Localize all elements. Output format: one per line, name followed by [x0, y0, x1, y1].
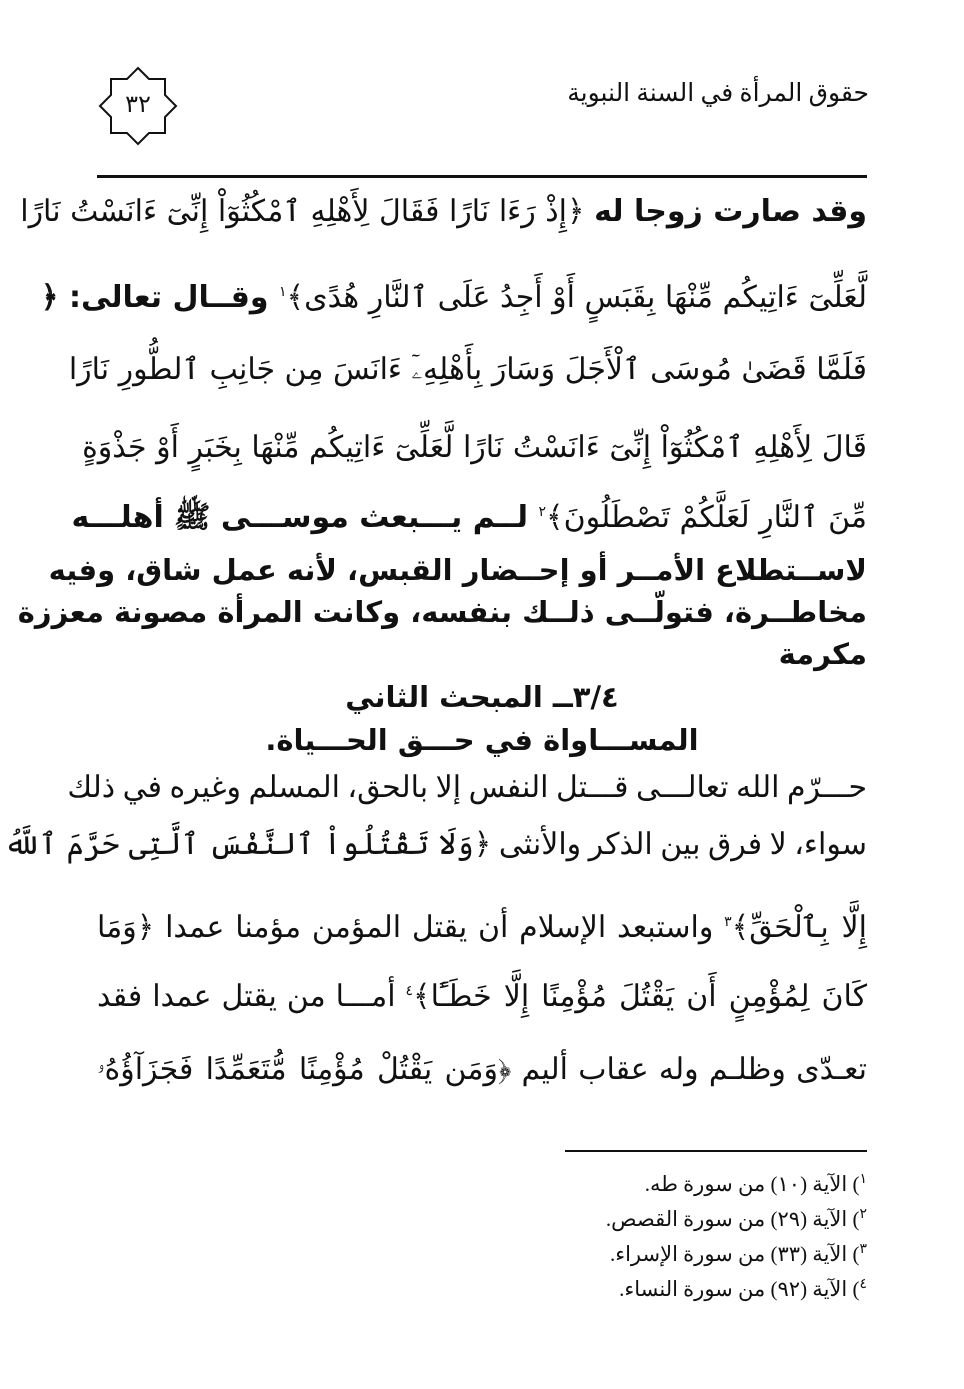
prose-text: لــم يـــبعث موســـى ﷺ أهلـــه	[71, 500, 539, 535]
footnote-number: ٤	[859, 1277, 867, 1292]
prose-text: وقــال تعالى: ﴿	[40, 280, 280, 315]
text-line-5	[71, 482, 867, 542]
footnote	[300, 1268, 867, 1302]
footnote-text: ) الآية (٣٣) من سورة الإسراء.	[609, 1242, 860, 1266]
footnote-ref: ٤	[405, 984, 414, 999]
quran-verse: ﴿إِذْ رَءَا نَارًا فَقَالَ لِأَهْلِهِ ٱمْكُثُوٓاْ إِنِّىٓ ءَانَسْتُ نَارًا	[20, 194, 585, 229]
section-number-heading: ٣/٤ــ المبحث الثاني	[345, 680, 619, 714]
paragraph-line-4	[97, 962, 867, 1022]
footnote-ref: ١	[279, 284, 287, 300]
prose-text: أمـــا من يقتل عمدا فقد	[97, 980, 406, 1013]
prose-text: تعـدّى وظلـم وله عقاب أليم	[511, 1053, 867, 1086]
footnote	[300, 1163, 867, 1197]
header-divider	[97, 175, 867, 178]
paragraph-line-1: حـــرّم الله تعالـــى قـــتل النفس إلا بالحق، المسلم وغيره في ذلك	[67, 771, 867, 804]
text-line-8: مكرمة	[778, 637, 867, 671]
text-line-7: مخاطــرة، فتولّــى ذلــك بنفسه، وكانت المرأة مصونة معززة	[17, 595, 867, 629]
footnote	[300, 1198, 867, 1232]
quran-verse-line-3: فَلَمَّا قَضَىٰ مُوسَى ٱلْأَجَلَ وَسَارَ بِأَهْلِهِۦٓ ءَانَسَ مِن جَانِبِ ٱلطُّورِ نَارًا	[68, 352, 867, 387]
quran-verse: ﴿وَمَن يَقْتُلْ مُؤْمِنًا مُّتَعَمِّدًا فَجَزَآؤُهُۥ	[97, 1052, 512, 1087]
footnote-text: ) الآية (٩٢) من سورة النساء.	[619, 1277, 860, 1301]
page-number: ٣٢	[125, 92, 151, 118]
paragraph-line-5	[97, 1040, 867, 1100]
footnote-text: ) الآية (١٠) من سورة طه.	[644, 1172, 860, 1196]
prose-text: واستبعد الإسلام أن يقتل المؤمن مؤمنا عمدا	[154, 911, 725, 944]
quran-verse: كَانَ لِمُؤْمِنٍ أَن يَقْتُلَ مُؤْمِنًا إِلَّا خَطَـًٔا﴾	[413, 979, 867, 1014]
prose-text: وقد صارت زوجا له	[594, 194, 867, 229]
running-header-title: حقوق المرأة في السنة النبوية	[567, 80, 869, 107]
quran-verse: ﴿وَلَا تَقْتُلُواْ ٱلنَّفْسَ ٱلَّتِى حَرَّمَ ٱللَّهُ	[4, 827, 492, 862]
footnote-ref: ٣	[724, 915, 732, 930]
text-line-2	[40, 262, 867, 322]
footnote-number: ١	[859, 1172, 867, 1187]
footnote-ref: ٢	[538, 504, 546, 520]
text-line-1	[20, 182, 867, 242]
quran-verse: ﴿وَمَا	[97, 910, 155, 945]
footnote-text: ) الآية (٢٩) من سورة القصص.	[605, 1207, 860, 1231]
quran-verse-line-4: قَالَ لِأَهْلِهِ ٱمْكُثُوٓاْ إِنِّىٓ ءَانَسْتُ نَارًا لَّعَلِّىٓ ءَاتِيكُم مِّنْهَا بِخَبَرٍ أَوْ جَذْوَةٍ	[82, 430, 867, 465]
page-number-badge	[98, 66, 178, 146]
quran-verse: لَّعَلِّىٓ ءَاتِيكُم مِّنْهَا بِقَبَسٍ أَوْ أَجِدُ عَلَى ٱلنَّارِ هُدًى﴾	[286, 280, 867, 315]
text-line-6: لاســتطلاع الأمــر أو إحــضار القبس، لأنه عمل شاق، وفيه	[48, 553, 867, 587]
quran-verse: مِّنَ ٱلنَّارِ لَعَلَّكُمْ تَصْطَلُونَ﴾	[545, 500, 867, 535]
footnote	[300, 1233, 867, 1267]
footnote-number: ٣	[859, 1242, 867, 1257]
footnote-divider	[565, 1150, 867, 1152]
paragraph-line-3	[97, 893, 867, 953]
quran-verse: إِلَّا بِٱلْحَقِّ﴾	[731, 910, 867, 945]
paragraph-line-2	[4, 815, 867, 875]
section-title-heading: المســـاواة في حـــق الحـــياة.	[265, 723, 699, 757]
footnote-number: ٢	[859, 1207, 867, 1222]
prose-text: سواء، لا فرق بين الذكر والأنثى	[491, 828, 867, 861]
